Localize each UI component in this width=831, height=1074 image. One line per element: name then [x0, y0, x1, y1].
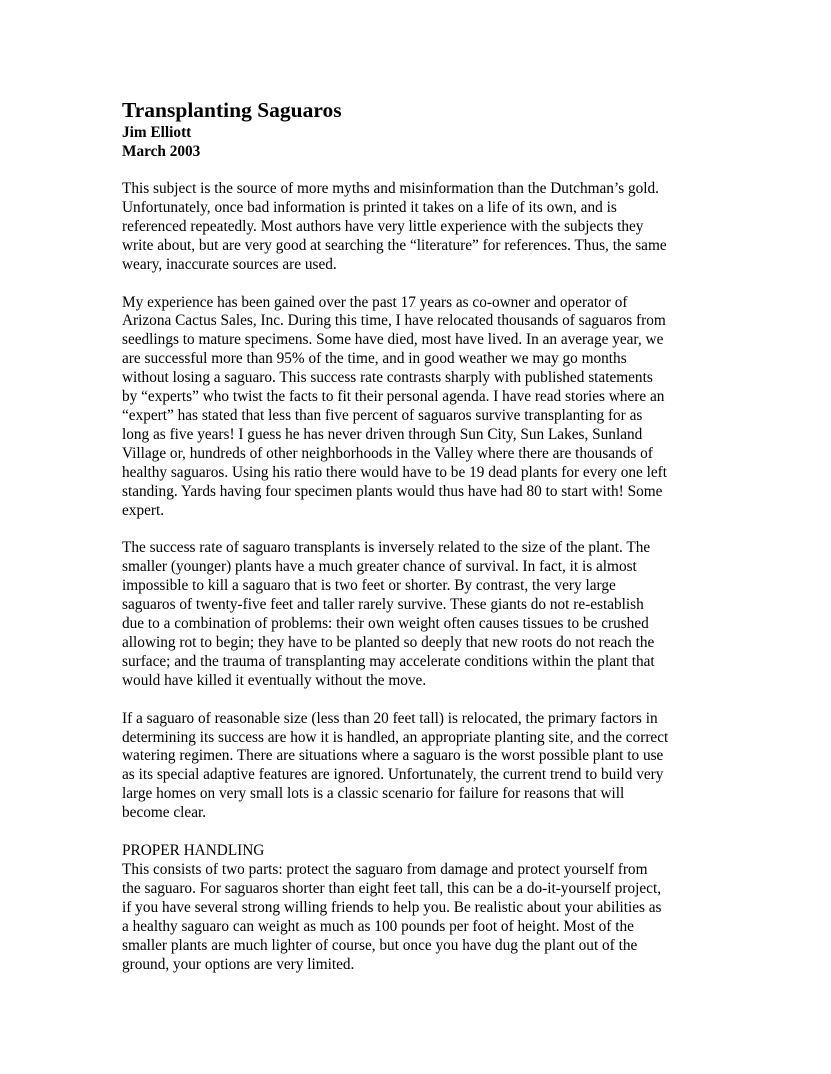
text-line: the saguaro. For saguaros shorter than eight feet tall, this can be a do-it-yourself project, — [122, 879, 662, 897]
text-line: write about, but are very good at searching the “literature” for references. Thus, the same — [122, 236, 667, 254]
text-line: watering regimen. There are situations where a saguaro is the worst possible plant to use — [122, 747, 664, 765]
document-date: March 2003 — [122, 143, 201, 160]
text-line: If a saguaro of reasonable size (less than 20 feet tall) is relocated, the primary factors in — [122, 709, 658, 727]
text-line: large homes on very small lots is a classic scenario for failure for reasons that will — [122, 785, 625, 803]
text-line: become clear. — [122, 804, 207, 822]
paragraph-4 — [122, 710, 720, 823]
text-line: weary, inaccurate sources are used. — [122, 255, 337, 273]
text-line: surface; and the trauma of transplanting may accelerate conditions within the plant that — [122, 652, 655, 670]
paragraph-3 — [122, 539, 720, 690]
text-line: “expert” has stated that less than five percent of saguaros survive transplanting for as — [122, 406, 643, 424]
text-line: smaller (younger) plants have a much greater chance of survival. In fact, it is almost — [122, 558, 637, 576]
text-line: seedlings to mature specimens. Some have died, most have lived. In an average year, we — [122, 331, 664, 349]
text-line: a healthy saguaro can weight as much as 100 pounds per foot of height. Most of the — [122, 917, 634, 935]
text-line: if you have several strong willing friends to help you. Be realistic about your abilities as — [122, 898, 662, 916]
text-line: long as five years! I guess he has never driven through Sun City, Sun Lakes, Sunland — [122, 425, 643, 443]
text-line: ground, your options are very limited. — [122, 955, 355, 973]
text-line: My experience has been gained over the past 17 years as co-owner and operator of — [122, 293, 628, 311]
text-line: are successful more than 95% of the time, and in good weather we may go months — [122, 350, 627, 368]
author-name: Jim Elliott — [122, 124, 192, 141]
text-line: determining its success are how it is handled, an appropriate planting site, and the correct — [122, 728, 669, 746]
text-line: expert. — [122, 501, 165, 519]
text-line: This consists of two parts: protect the saguaro from damage and protect yourself from — [122, 861, 648, 878]
text-line: saguaros of twenty-five feet and taller rarely survive. These giants do not re-establish — [122, 596, 644, 614]
text-line: allowing rot to begin; they have to be planted so deeply that new roots do not reach the — [122, 633, 655, 651]
text-line: due to a combination of problems: their own weight often causes tissues to be crushed — [122, 615, 649, 633]
text-line: healthy saguaros. Using his ratio there would have to be 19 dead plants for every one left — [122, 463, 668, 481]
document-page — [122, 97, 720, 974]
text-line: standing. Yards having four specimen plants would thus have had 80 to start with! Some — [122, 482, 663, 500]
paragraph-1 — [122, 180, 720, 275]
section-proper-handling — [122, 842, 720, 974]
text-line: impossible to kill a saguaro that is two feet or shorter. By contrast, the very large — [122, 577, 616, 595]
text-line: Arizona Cactus Sales, Inc. During this time, I have relocated thousands of saguaros from — [122, 312, 666, 330]
text-line: without losing a saguaro. This success rate contrasts sharply with published statements — [122, 369, 653, 387]
text-line: Village or, hundreds of other neighborhoods in the Valley where there are thousands of — [122, 444, 653, 462]
text-line: by “experts” who twist the facts to fit their personal agenda. I have read stories where an — [122, 388, 665, 406]
section-heading: PROPER HANDLING — [122, 842, 265, 860]
text-line: referenced repeatedly. Most authors have very little experience with the subjects they — [122, 217, 644, 235]
text-line: This subject is the source of more myths and misinformation than the Dutchman’s gold. — [122, 180, 659, 197]
text-line: as its special adaptive features are ignored. Unfortunately, the current trend to build very — [122, 766, 664, 784]
text-line: would have killed it eventually without the move. — [122, 671, 427, 689]
text-line: smaller plants are much lighter of course, but once you have dug the plant out of the — [122, 936, 638, 954]
paragraph-2 — [122, 294, 720, 521]
text-line: Unfortunately, once bad information is printed it takes on a life of its own, and is — [122, 198, 617, 216]
text-line: The success rate of saguaro transplants is inversely related to the size of the plant. The — [122, 539, 651, 557]
document-title: Transplanting Saguaros — [122, 98, 342, 122]
